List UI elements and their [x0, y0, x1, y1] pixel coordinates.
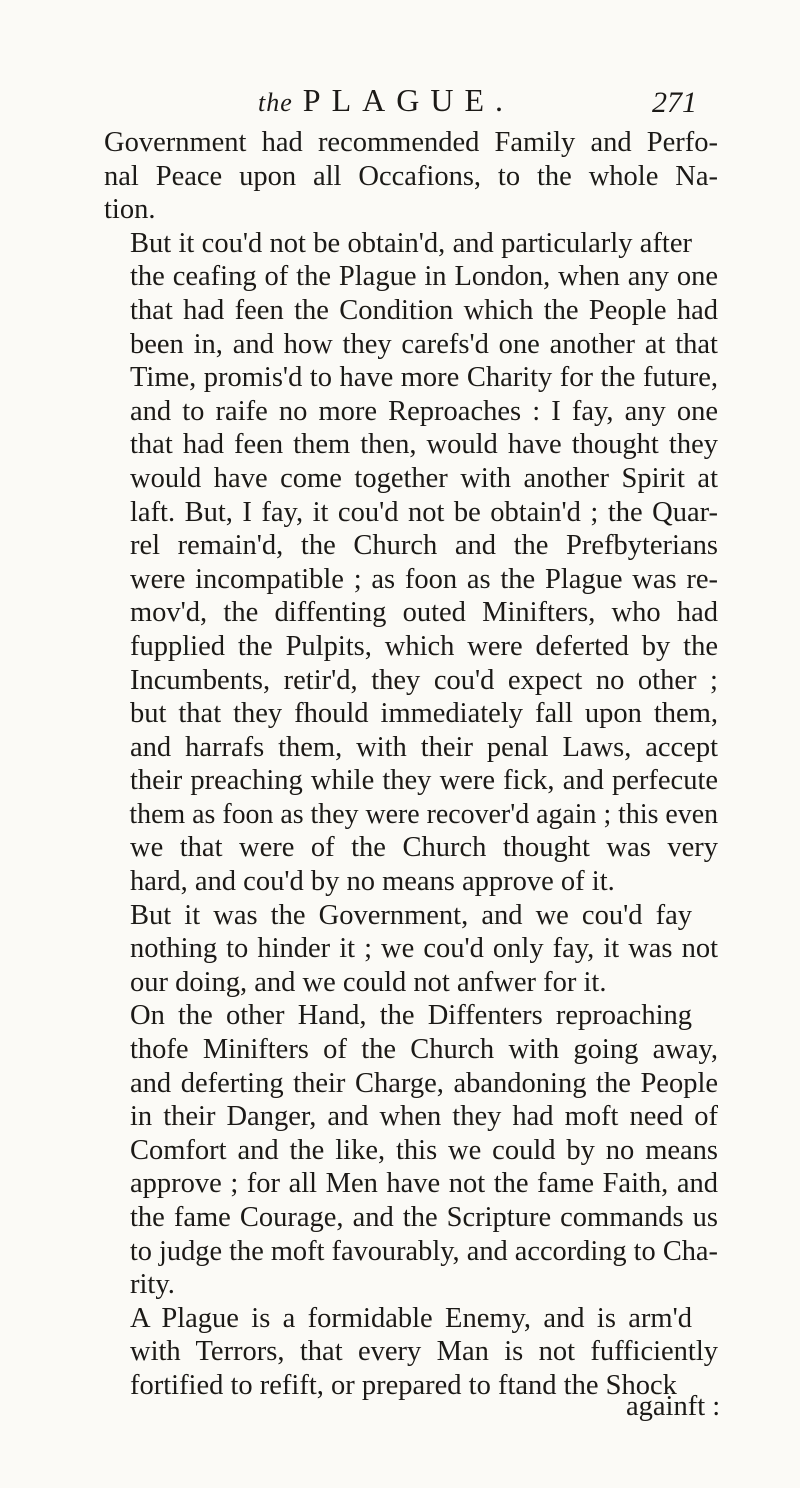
text-line: and deferting their Charge, abandoning the People [130, 1067, 719, 1099]
text-line: to judge the moft favourably, and according to Cha- [129, 1235, 718, 1267]
text-line: Comfort and the like, this we could by no means [130, 1134, 718, 1166]
text-line: Government had recommended Family and Perfo- [104, 127, 718, 158]
text-line: fupplied the Pulpits, which were deferted by the [130, 630, 718, 662]
text-line: that had feen them then, would have thought they [130, 429, 718, 461]
page-header [0, 82, 800, 122]
text-line: laft. But, I fay, it cou'd not be obtain'd ; the Quar- [130, 496, 719, 528]
paragraph [104, 126, 718, 227]
text-line: with Terrors, that every Man is not fufficiently [130, 1336, 719, 1368]
text-line: nothing to hinder it ; we cou'd only fay, it was not [130, 933, 718, 965]
text-line: approve ; for all Men have not the fame Faith, and [130, 1168, 718, 1200]
text-line: rity. [130, 1269, 175, 1301]
text-line: and harrafs them, with their penal Laws, accept [130, 731, 719, 763]
text-line: their preaching while they were fick, and perfecute [130, 765, 719, 797]
text-line: but that they fhould immediately fall upon them, [130, 698, 719, 730]
text-line: tion. [104, 194, 156, 226]
text-line: would have come together with another Spirit at [130, 462, 718, 494]
text-line: were incompatible ; as foon as the Plague was re- [130, 563, 719, 595]
text-line: On the other Hand, the Diffenters reproaching [130, 1000, 692, 1032]
text-line: mov'd, the diffenting outed Minifters, who had [130, 597, 719, 629]
text-line: them as foon as they were recover'd again ; this even [129, 798, 719, 830]
body-text [104, 126, 718, 1403]
text-line: rel remain'd, the Church and the Prefbyterians [130, 530, 718, 562]
text-line: Incumbents, retir'd, they cou'd expect no other ; [130, 664, 718, 696]
paragraph [104, 227, 718, 899]
text-line: nal Peace upon all Occafions, to the whole Na- [104, 160, 719, 192]
paragraph [104, 899, 718, 1000]
text-line: been in, and how they carefs'd one another at that [130, 328, 718, 360]
running-title-word: PLAGUE. [302, 82, 514, 118]
catchword: againft : [626, 1391, 721, 1422]
text-line: that had feen the Condition which the People had [130, 294, 719, 326]
text-line: and to raife no more Reproaches : I fay, any one [130, 395, 719, 427]
text-line: we that were of the Church thought was very [130, 832, 718, 864]
text-line: hard, and cou'd by no means approve of it. [130, 866, 615, 898]
text-line: But it was the Government, and we cou'd fay [130, 899, 692, 931]
text-line: in their Danger, and when they had moft need of [130, 1101, 719, 1133]
paragraph [104, 999, 718, 1301]
text-line: thofe Minifters of the Church with going away, [130, 1034, 719, 1066]
text-line: A Plague is a formidable Enemy, and is arm'd [130, 1302, 692, 1334]
text-line: Time, promis'd to have more Charity for the future, [130, 362, 719, 394]
text-line: fortified to refift, or prepared to ftand the Shock [130, 1369, 677, 1401]
page-number: 271 [652, 86, 697, 119]
paragraph [104, 1302, 718, 1403]
text-line: the ceafing of the Plague in London, when any one [130, 261, 719, 293]
running-title-article: the [258, 88, 293, 117]
text-line: our doing, and we could not anfwer for it. [130, 966, 607, 998]
running-title [258, 82, 514, 119]
text-line: the fame Courage, and the Scripture commands us [130, 1202, 719, 1233]
text-line: But it cou'd not be obtain'd, and particularly after [130, 227, 692, 259]
